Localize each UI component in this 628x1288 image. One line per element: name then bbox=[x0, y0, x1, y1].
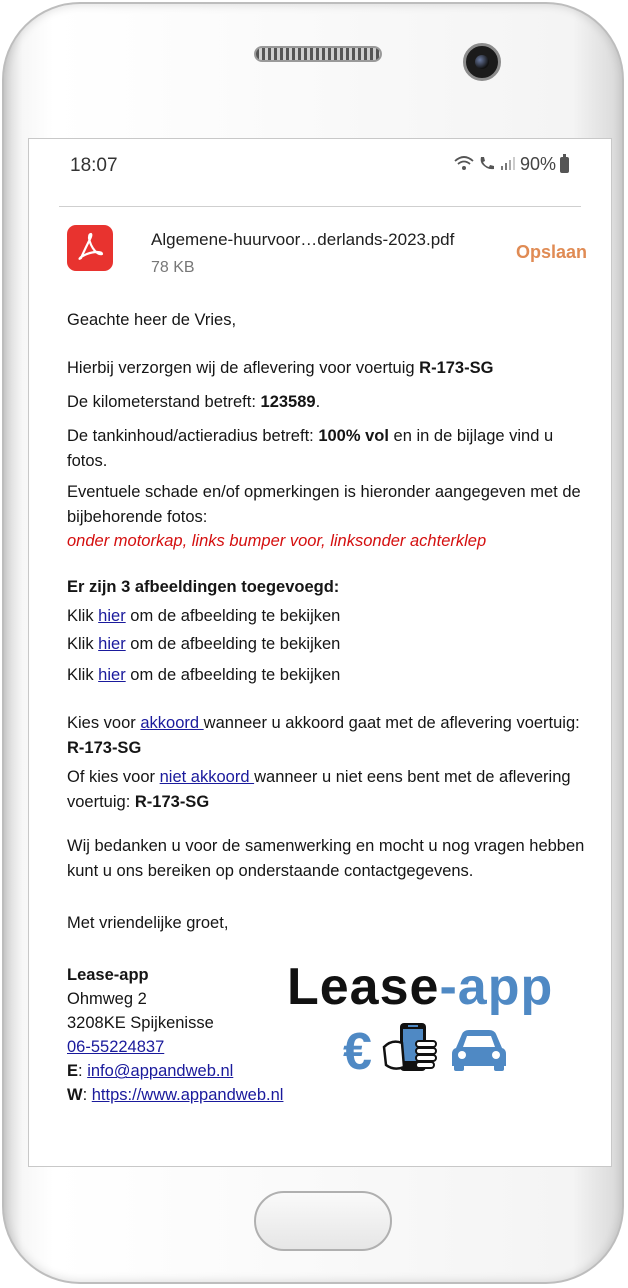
plate-number: R-173-SG bbox=[67, 738, 142, 757]
email-label: E bbox=[67, 1062, 79, 1081]
save-attachment-button[interactable]: Opslaan bbox=[515, 242, 587, 262]
image-link-prefix: Klik bbox=[67, 635, 99, 653]
signal-strength-icon bbox=[500, 155, 516, 174]
lease-app-logo bbox=[287, 957, 577, 1079]
delivery-line bbox=[67, 356, 587, 381]
status-icons bbox=[454, 154, 569, 175]
phone-frame bbox=[2, 2, 624, 1284]
agree-paragraph bbox=[67, 711, 587, 761]
attachment-size: 78 KB bbox=[151, 259, 195, 276]
damage-remark: onder motorkap, links bumper voor, linksonder achterklep bbox=[67, 532, 487, 550]
signature-phone-link[interactable]: 06-55224837 bbox=[67, 1038, 165, 1057]
image-link-suffix: om de afbeelding te bekijken bbox=[125, 607, 341, 625]
image-link-3[interactable]: hier bbox=[98, 666, 126, 684]
agree-prefix: Kies voor bbox=[67, 714, 141, 732]
tank-line bbox=[67, 424, 587, 474]
signature-company: Lease-app bbox=[67, 966, 149, 984]
logo-word-lease: Lease bbox=[287, 958, 440, 1016]
image-link-prefix: Klik bbox=[67, 607, 99, 625]
disagree-prefix: Of kies voor bbox=[67, 768, 160, 786]
plate-number: R-173-SG bbox=[134, 792, 210, 811]
logo-word-app: -app bbox=[439, 958, 554, 1016]
image-link-suffix: om de afbeelding te bekijken bbox=[125, 666, 341, 684]
euro-icon: € bbox=[343, 1022, 372, 1081]
tank-label: De tankinhoud/actieradius betreft: bbox=[67, 427, 319, 445]
status-time: 18:07 bbox=[70, 155, 118, 176]
images-heading: Er zijn 3 afbeeldingen toegevoegd: bbox=[67, 578, 340, 596]
wifi-calling-icon bbox=[454, 155, 474, 174]
logo-wordmark bbox=[287, 957, 553, 1017]
image-link-prefix: Klik bbox=[67, 666, 99, 684]
tank-suffix: en in de bijlage vind u fotos. bbox=[67, 427, 554, 470]
home-button[interactable] bbox=[254, 1191, 392, 1251]
mileage-label: De kilometerstand betreft: bbox=[67, 393, 261, 411]
signature-web-link[interactable]: https://www.appandweb.nl bbox=[91, 1086, 284, 1105]
signature-email-link[interactable]: info@appandweb.nl bbox=[87, 1062, 234, 1081]
greeting: Geachte heer de Vries, bbox=[67, 311, 237, 329]
damage-intro: Eventuele schade en/of opmerkingen is hieronder aangegeven met de bijbehorende fotos: bbox=[67, 483, 581, 526]
phone-screen bbox=[28, 138, 612, 1167]
mileage-value: 123589 bbox=[260, 393, 316, 411]
pdf-file-icon bbox=[67, 225, 113, 271]
image-link-row bbox=[67, 604, 587, 629]
battery-icon bbox=[560, 157, 569, 173]
signature-street: Ohmweg 2 bbox=[67, 990, 147, 1009]
signature-email-row: E: info@appandweb.nl bbox=[67, 1062, 234, 1081]
disagree-paragraph bbox=[67, 765, 587, 815]
attachment-filename[interactable]: Algemene-huurvoor…derlands-2023.pdf bbox=[151, 230, 455, 249]
status-bar bbox=[29, 139, 611, 191]
plate-number: R-173-SG bbox=[419, 359, 494, 377]
car-icon bbox=[450, 1026, 508, 1077]
thanks-paragraph: Wij bedanken u voor de samenwerking en mocht u nog vragen hebben kunt u ons bereiken op onderstaande contactgegevens. bbox=[67, 837, 585, 880]
mileage-line bbox=[67, 390, 587, 415]
agree-link[interactable]: akkoord bbox=[140, 714, 204, 732]
tank-value: 100% vol bbox=[318, 427, 389, 445]
image-link-2[interactable]: hier bbox=[98, 635, 126, 653]
delivery-line-text: Hierbij verzorgen wij de aflevering voor voertuig bbox=[67, 359, 420, 377]
agree-suffix: wanneer u akkoord gaat met de aflevering voertuig: bbox=[203, 714, 580, 732]
disagree-suffix: wanneer u niet eens bent met de aflevering voertuig: bbox=[67, 768, 571, 811]
logo-icons bbox=[343, 1021, 508, 1082]
image-link-suffix: om de afbeelding te bekijken bbox=[125, 635, 341, 653]
image-link-1[interactable]: hier bbox=[98, 607, 126, 625]
mileage-suffix: . bbox=[315, 393, 321, 411]
web-label: W bbox=[67, 1086, 83, 1105]
header-divider bbox=[59, 206, 581, 207]
signature-web-row: W: https://www.appandweb.nl bbox=[67, 1086, 284, 1105]
image-link-row bbox=[67, 663, 587, 688]
closing: Met vriendelijke groet, bbox=[67, 914, 229, 932]
front-camera bbox=[463, 43, 501, 81]
phone-in-hand-icon bbox=[382, 1021, 440, 1082]
image-link-row bbox=[67, 632, 587, 657]
disagree-link[interactable]: niet akkoord bbox=[159, 768, 255, 786]
volte-call-icon bbox=[478, 155, 496, 174]
battery-percentage: 90% bbox=[519, 154, 556, 174]
signature-city: 3208KE Spijkenisse bbox=[67, 1014, 214, 1033]
attachment-row[interactable] bbox=[67, 225, 587, 281]
earpiece-speaker bbox=[254, 46, 382, 62]
